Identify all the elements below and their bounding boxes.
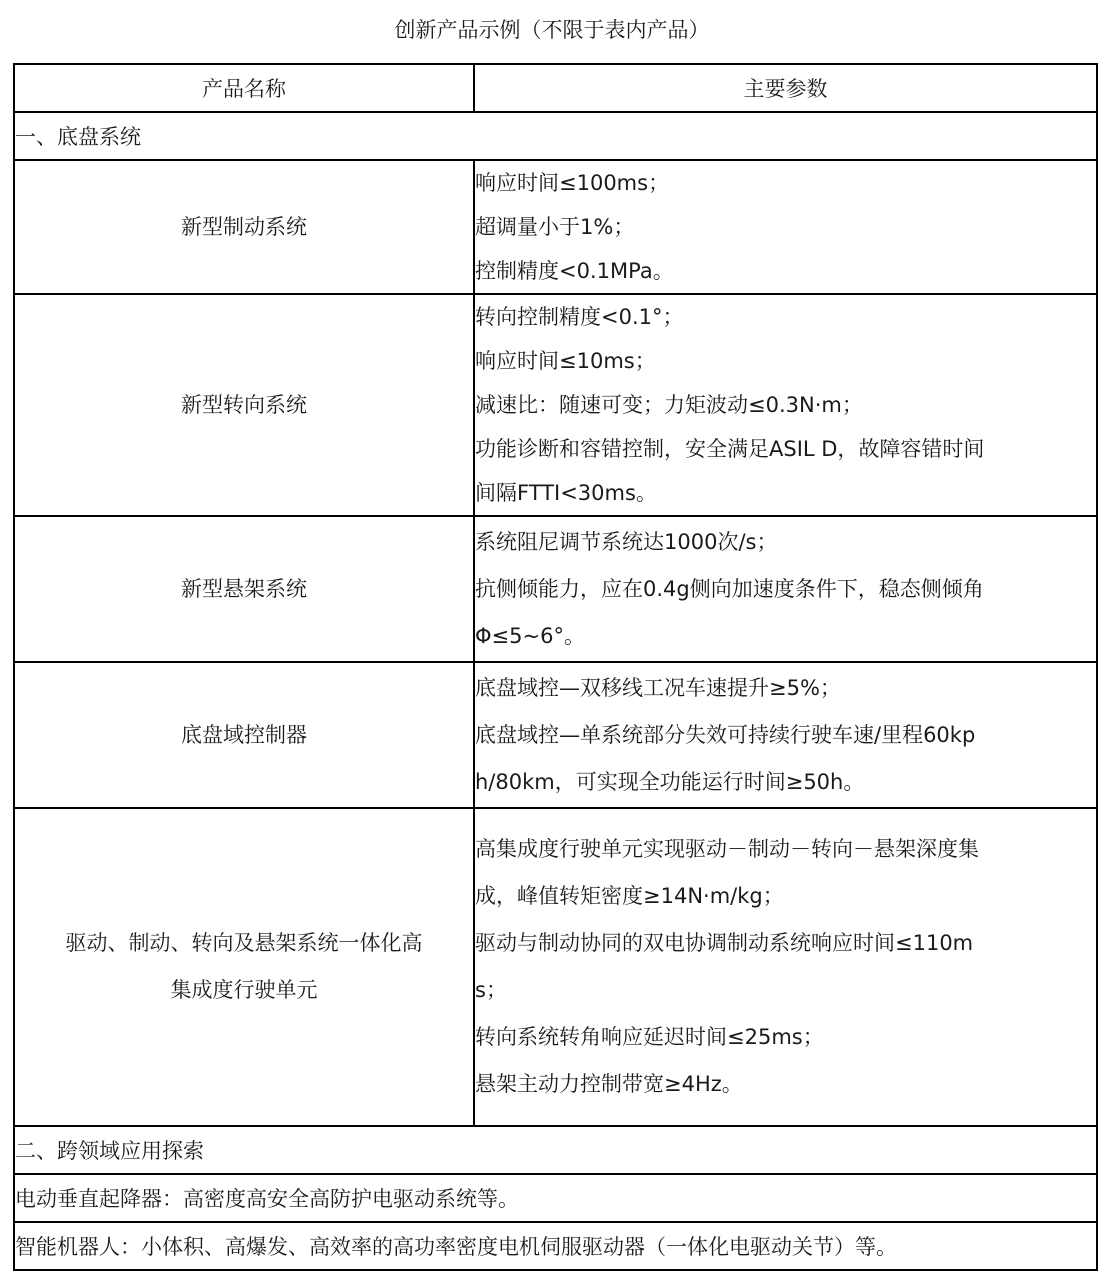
table-row bbox=[14, 1174, 1097, 1222]
application-item: 电动垂直起降器：高密度高安全高防护电驱动系统等。 bbox=[14, 1174, 1097, 1222]
product-name-line: 驱动、制动、转向及悬架系统一体化高 bbox=[65, 931, 423, 955]
param-line: 驱动与制动协同的双电协调制动系统响应时间≤110m bbox=[475, 931, 974, 955]
param-line: s； bbox=[475, 978, 507, 1002]
document-title: 创新产品示例（不限于表内产品） bbox=[394, 18, 710, 42]
section-title-cross-domain: 二、跨领域应用探索 bbox=[14, 1126, 1097, 1174]
product-params-cell bbox=[474, 808, 1097, 1126]
table-row bbox=[14, 1222, 1097, 1270]
header-main-params: 主要参数 bbox=[474, 64, 1097, 112]
table-row bbox=[14, 294, 1097, 516]
section-title-chassis: 一、底盘系统 bbox=[14, 112, 1097, 160]
product-name-cell: 新型转向系统 bbox=[14, 294, 474, 516]
param-line: 抗侧倾能力，应在0.4g侧向加速度条件下，稳态侧倾角 bbox=[475, 576, 984, 601]
param-line: 成，峰值转矩密度≥14N·m/kg； bbox=[475, 884, 784, 908]
param-line: 系统阻尼调节系统达1000次/s； bbox=[475, 529, 778, 554]
param-line: 控制精度<0.1MPa。 bbox=[475, 259, 674, 283]
param-line: 底盘域控—双移线工况车速提升≥5%； bbox=[475, 675, 841, 700]
product-name-cell bbox=[14, 808, 474, 1126]
product-params-cell bbox=[474, 294, 1097, 516]
table-row bbox=[14, 662, 1097, 808]
param-line: 悬架主动力控制带宽≥4Hz。 bbox=[475, 1072, 743, 1096]
product-name-cell: 底盘域控制器 bbox=[14, 662, 474, 808]
param-line: 转向系统转角响应延迟时间≤25ms； bbox=[475, 1025, 824, 1049]
header-product-name: 产品名称 bbox=[14, 64, 474, 112]
param-line: 间隔FTTI<30ms。 bbox=[475, 481, 657, 505]
product-name-cell: 新型悬架系统 bbox=[14, 516, 474, 662]
product-params-cell bbox=[474, 662, 1097, 808]
table-row bbox=[14, 160, 1097, 294]
param-line: 底盘域控—单系统部分失效可持续行驶车速/里程60kp bbox=[475, 722, 976, 747]
param-line: 减速比：随速可变；力矩波动≤0.3N·m； bbox=[475, 393, 863, 417]
param-line: 转向控制精度<0.1°； bbox=[475, 305, 684, 329]
product-spec-table bbox=[13, 63, 1098, 1271]
param-line: 超调量小于1%； bbox=[475, 215, 635, 239]
product-params-cell bbox=[474, 160, 1097, 294]
product-params-cell bbox=[474, 516, 1097, 662]
param-line: h/80km，可实现全功能运行时间≥50h。 bbox=[475, 769, 865, 794]
product-name-line: 集成度行驶单元 bbox=[170, 978, 318, 1002]
param-line: Φ≤5~6°。 bbox=[475, 623, 585, 648]
application-item: 智能机器人：小体积、高爆发、高效率的高功率密度电机伺服驱动器（一体化电驱动关节）等。 bbox=[14, 1222, 1097, 1270]
param-line: 高集成度行驶单元实现驱动－制动－转向－悬架深度集 bbox=[475, 837, 979, 861]
section-header-row bbox=[14, 112, 1097, 160]
param-line: 响应时间≤10ms； bbox=[475, 349, 656, 373]
section-header-row bbox=[14, 1126, 1097, 1174]
table-row bbox=[14, 516, 1097, 662]
param-line: 响应时间≤100ms； bbox=[475, 171, 670, 195]
product-name-cell: 新型制动系统 bbox=[14, 160, 474, 294]
table-row bbox=[14, 808, 1097, 1126]
table-header-row bbox=[14, 64, 1097, 112]
param-line: 功能诊断和容错控制，安全满足ASIL D，故障容错时间 bbox=[475, 437, 985, 461]
